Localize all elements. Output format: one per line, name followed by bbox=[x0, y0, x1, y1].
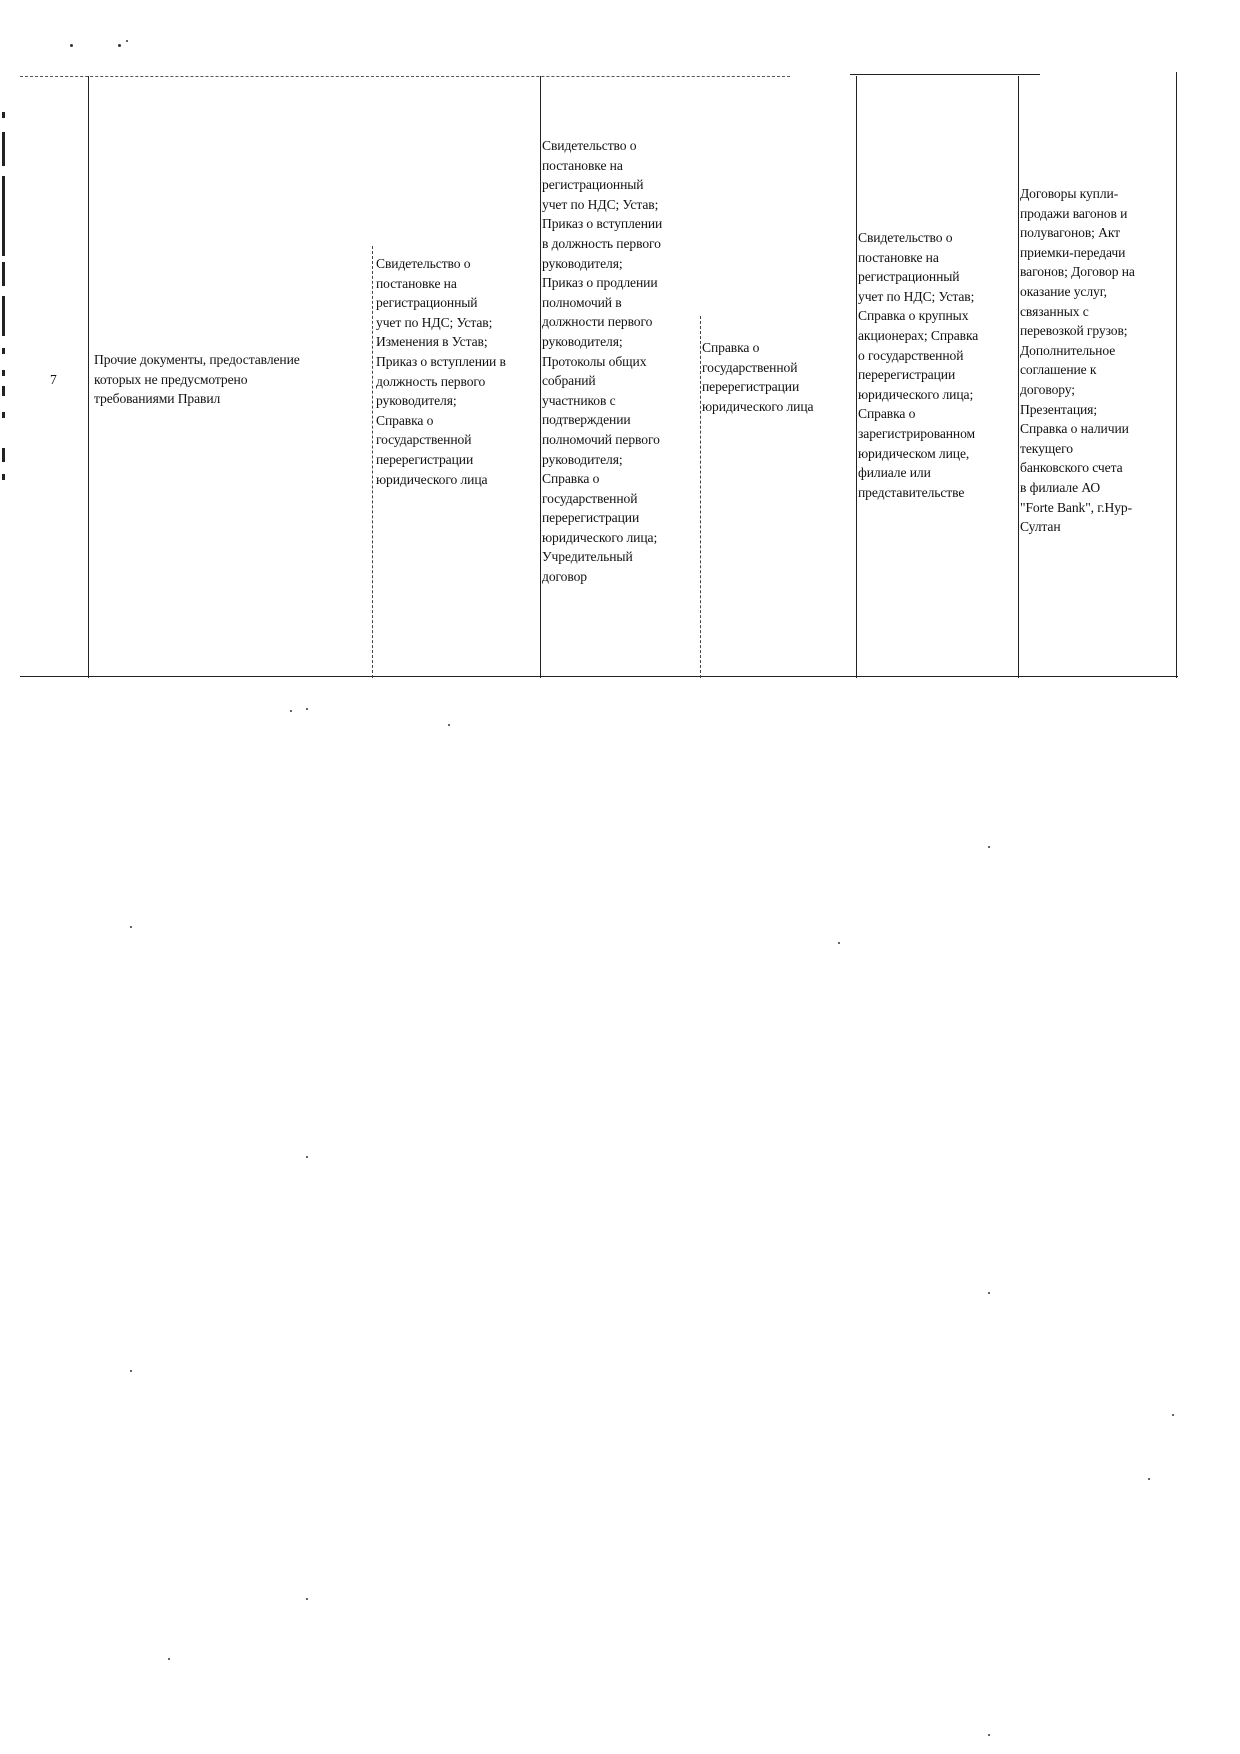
cell-document-type: Прочие документы, предоставление которых не предусмотрено требованиями Правил bbox=[94, 352, 300, 407]
scan-edge-mark bbox=[2, 370, 5, 376]
column-divider bbox=[540, 76, 541, 678]
cell-documents-column-5: Свидетельство о постановке на регистрационный учет по НДС; Устав; Справка о крупных акционерах; Справка о государственной перерегистрации юридического лица; Справка о зарегистрированном юридическом лице, филиале или представительстве bbox=[858, 230, 979, 500]
scan-speck bbox=[130, 1370, 132, 1372]
table-top-border bbox=[850, 74, 1040, 75]
scan-speck bbox=[1148, 1478, 1150, 1480]
column-divider bbox=[856, 76, 857, 678]
scan-speck bbox=[306, 1156, 308, 1158]
scan-speck bbox=[290, 710, 292, 712]
scan-speck bbox=[988, 1292, 990, 1294]
scan-edge-mark bbox=[2, 176, 5, 256]
scan-edge-mark bbox=[2, 262, 5, 286]
scan-edge-mark bbox=[2, 448, 5, 462]
row-number: 7 bbox=[50, 372, 57, 387]
scan-speck bbox=[838, 942, 840, 944]
scan-speck bbox=[118, 44, 121, 47]
scan-edge-mark bbox=[2, 296, 5, 336]
scan-edge-mark bbox=[2, 386, 5, 396]
scan-edge-mark bbox=[2, 112, 5, 118]
scan-speck bbox=[306, 1598, 308, 1600]
column-divider bbox=[372, 246, 373, 678]
column-divider bbox=[1176, 72, 1177, 678]
cell-documents-column-4: Справка о государственной перерегистрации юридического лица bbox=[702, 340, 814, 414]
table-top-border bbox=[20, 76, 790, 77]
scan-speck bbox=[126, 40, 128, 42]
scan-speck bbox=[70, 44, 73, 47]
scan-edge-mark bbox=[2, 412, 5, 418]
scan-edge-mark bbox=[2, 132, 5, 166]
cell-documents-column-6: Договоры купли- продажи вагонов и полувагонов; Акт приемки-передачи вагонов; Договор на оказание услуг, связанных с перевозкой грузов; Дополнительное соглашение к договору; Презентация; Справка о наличии текущего банковского счета в филиале АО "Forte Bank", г.Нур- Султан bbox=[1020, 186, 1135, 535]
scan-edge-mark bbox=[2, 348, 5, 354]
scan-speck bbox=[306, 708, 308, 710]
column-divider bbox=[88, 76, 89, 678]
scan-speck bbox=[988, 846, 990, 848]
cell-documents-column-3: Свидетельство о постановке на регистрационный учет по НДС; Устав; Приказ о вступлении в должность первого руководителя; Приказ о продлении полномочий в должности первого руководителя; Протоколы общих собраний участников с подтверждении полномочий первого руководителя; Справка о государственной перерегистрации юридического лица; Учредительный договор bbox=[542, 138, 663, 585]
column-divider bbox=[700, 316, 701, 678]
scan-speck bbox=[168, 1658, 170, 1660]
documents-table bbox=[20, 76, 1178, 678]
scan-speck bbox=[448, 724, 450, 726]
scan-speck bbox=[1172, 1414, 1174, 1416]
scan-speck bbox=[988, 1734, 990, 1736]
scan-edge-mark bbox=[2, 474, 5, 480]
cell-documents-column-2: Свидетельство о постановке на регистрационный учет по НДС; Устав; Изменения в Устав; Приказ о вступлении в должность первого руководителя; Справка о государственной перерегистрации юридического лица bbox=[376, 256, 506, 487]
scan-speck bbox=[130, 926, 132, 928]
column-divider bbox=[1018, 76, 1019, 678]
table-bottom-border bbox=[20, 676, 1178, 677]
